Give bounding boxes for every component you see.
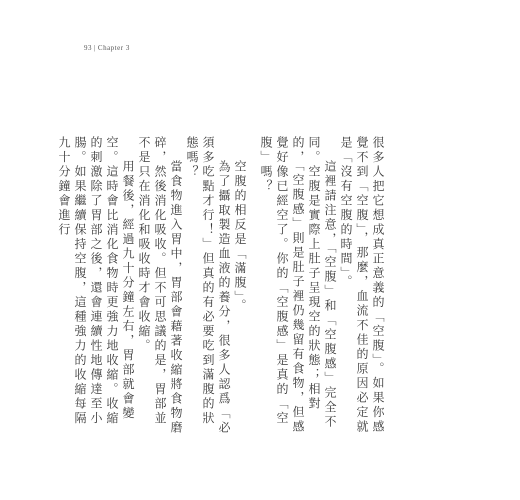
paragraph-1: 很多人把它想成真正意義的「空腹」。如果你感覺不到「空腹」，那麼，血流不佳的原因必定就是「沒有空腹的時間」。 bbox=[339, 136, 385, 435]
paragraph-2: 這裡請注意，「空腹」和「空腹感」完全不同。空腹是實際上肚子呈現空的狀態；相對的，「空腹感」則是肚子裡仍幾留有食物，但感覺好像已經空了。你的「空腹感」是真的「空腹」嗎？ bbox=[259, 136, 337, 435]
chapter-label: Chapter 3 bbox=[97, 44, 130, 52]
page-header bbox=[84, 44, 130, 52]
paragraph-3: 空腹的相反是「滿腹」。 bbox=[233, 160, 247, 314]
header-separator: | bbox=[94, 44, 96, 52]
body-text bbox=[57, 136, 386, 436]
paragraph-4: 為了攝取製造血液的養分，很多人認爲「必須多吃點才行！」但真的有必要吃到滿腹的狀態嗎？ bbox=[185, 136, 231, 436]
paragraph-6: 用餐後，經過九十分鐘左右，胃部就會變空。這時會比消化食物時更強力地收縮。收縮的刺激除了胃部之後，還會連續性地傳達至小腸。如果繼續保持空腹，這種強力的收縮每隔九十分鐘會進行 bbox=[57, 136, 135, 426]
page-number: 93 bbox=[84, 44, 92, 52]
paragraph-5: 當食物進入胃中，胃部會藉著收縮將食物磨碎，然後消化吸收。但不可思議的是，胃部並不是只在消化和吸收時才會收縮。 bbox=[137, 136, 183, 436]
